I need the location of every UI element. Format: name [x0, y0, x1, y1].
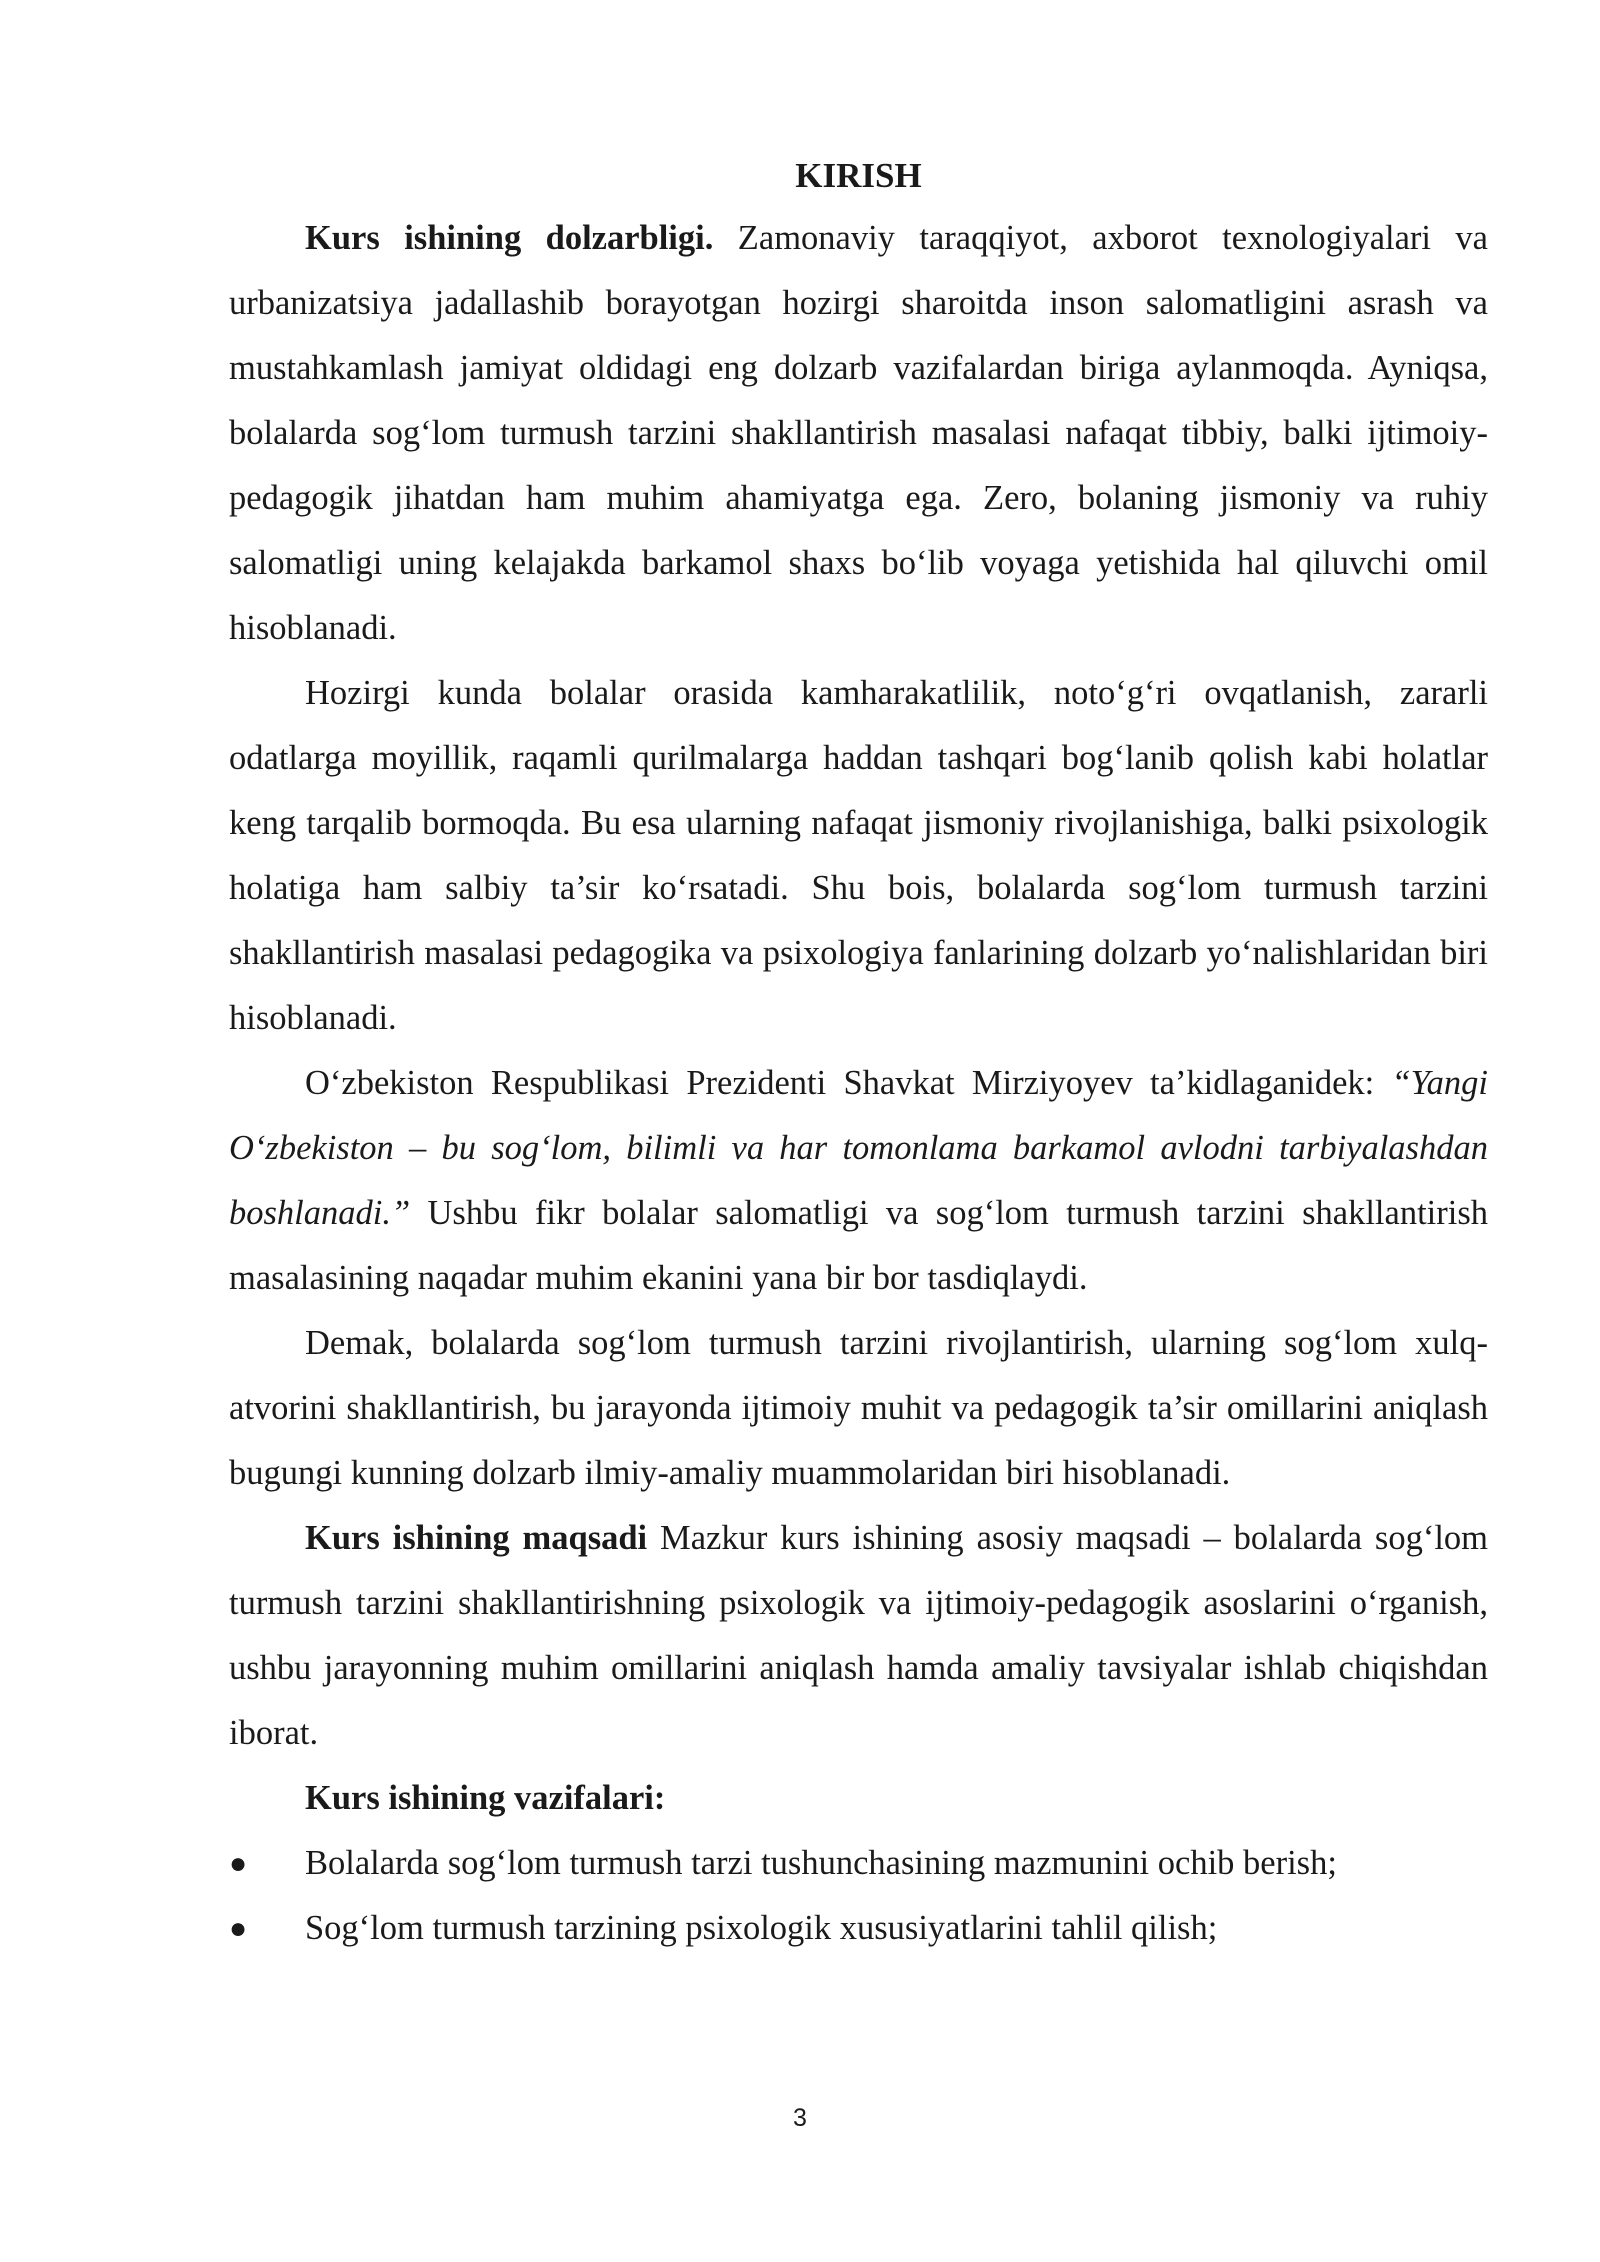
goal-heading: Kurs ishining maqsadi: [305, 1519, 648, 1557]
president-quote: “Yangi O‘zbekiston – bu sog‘lom, bilimli va har tomonlama barkamol avlodni tarbiyalashdan boshlanadi.”: [229, 1064, 1488, 1232]
list-item: [229, 1831, 1488, 1896]
paragraph-current-issues: Hozirgi kunda bolalar orasida kamharakatlilik, noto‘g‘ri ovqatlanish, zararli odatlarga moyillik, raqamli qurilmalarga haddan tashqari bog‘lanib qolish kabi holatlar keng tarqalib bormoqda. Bu esa ularning nafaqat jismoniy rivojlanishiga, balki psixologik holatiga ham salbiy ta’sir ko‘rsatadi. Shu bois, bolalarda sog‘lom turmush tarzini shakllantirish masalasi pedagogika va psixologiya fanlarining dolzarb yo‘nalishlaridan biri hisoblanadi.: [229, 674, 1488, 1037]
page-number: 3: [793, 2104, 807, 2132]
task-text: Sog‘lom turmush tarzining psixologik xususiyatlarini tahlil qilish;: [305, 1909, 1218, 1947]
bullet-icon: ●: [229, 1847, 248, 1880]
page-content: [229, 146, 1488, 1961]
tasks-list: [229, 1831, 1488, 1961]
quote-intro: O‘zbekiston Respublikasi Prezidenti Shavkat Mirziyoyev ta’kidlaganidek:: [305, 1064, 1392, 1102]
relevance-text: Zamonaviy taraqqiyot, axborot texnologiyalari va urbanizatsiya jadallashib borayotgan hozirgi sharoitda inson salomatligini asrash va mustahkamlash jamiyat oldidagi eng dolzarb vazifalardan biriga aylanmoqda. Ayniqsa, bolalarda sog‘lom turmush tarzini shakllantirish masalasi nafaqat tibbiy, balki ijtimoiy-pedagogik jihatdan ham muhim ahamiyatga ega. Zero, bolaning jismoniy va ruhiy salomatligi uning kelajakda barkamol shaxs bo‘lib voyaga yetishida hal qiluvchi omil hisoblanadi.: [229, 219, 1488, 647]
list-item: [229, 1896, 1488, 1961]
paragraph-goal: [229, 1506, 1488, 1766]
page-title: KIRISH: [795, 156, 922, 195]
quote-commentary: Ushbu fikr bolalar salomatligi va sog‘lom turmush tarzini shakllantirish masalasining naqadar muhim ekanini yana bir bor tasdiqlaydi.: [229, 1194, 1488, 1297]
goal-text: Mazkur kurs ishining asosiy maqsadi – bolalarda sog‘lom turmush tarzini shakllantirishning psixologik va ijtimoiy-pedagogik asoslarini o‘rganish, ushbu jarayonning muhim omillarini aniqlash hamda amaliy tavsiyalar ishlab chiqishdan iborat.: [229, 1519, 1488, 1752]
paragraph-president-quote: [229, 1051, 1488, 1311]
paragraph-conclusion: Demak, bolalarda sog‘lom turmush tarzini rivojlantirish, ularning sog‘lom xulq-atvorini shakllantirish, bu jarayonda ijtimoiy muhit va pedagogik ta’sir omillarini aniqlash bugungi kunning dolzarb ilmiy-amaliy muammolaridan biri hisoblanadi.: [229, 1324, 1488, 1492]
relevance-heading: Kurs ishining dolzarbligi.: [305, 219, 714, 257]
task-text: Bolalarda sog‘lom turmush tarzi tushunchasining mazmunini ochib berish;: [305, 1844, 1337, 1882]
paragraph-relevance: [229, 206, 1488, 661]
bullet-icon: ●: [229, 1912, 248, 1945]
tasks-heading: Kurs ishining vazifalari:: [305, 1779, 666, 1817]
